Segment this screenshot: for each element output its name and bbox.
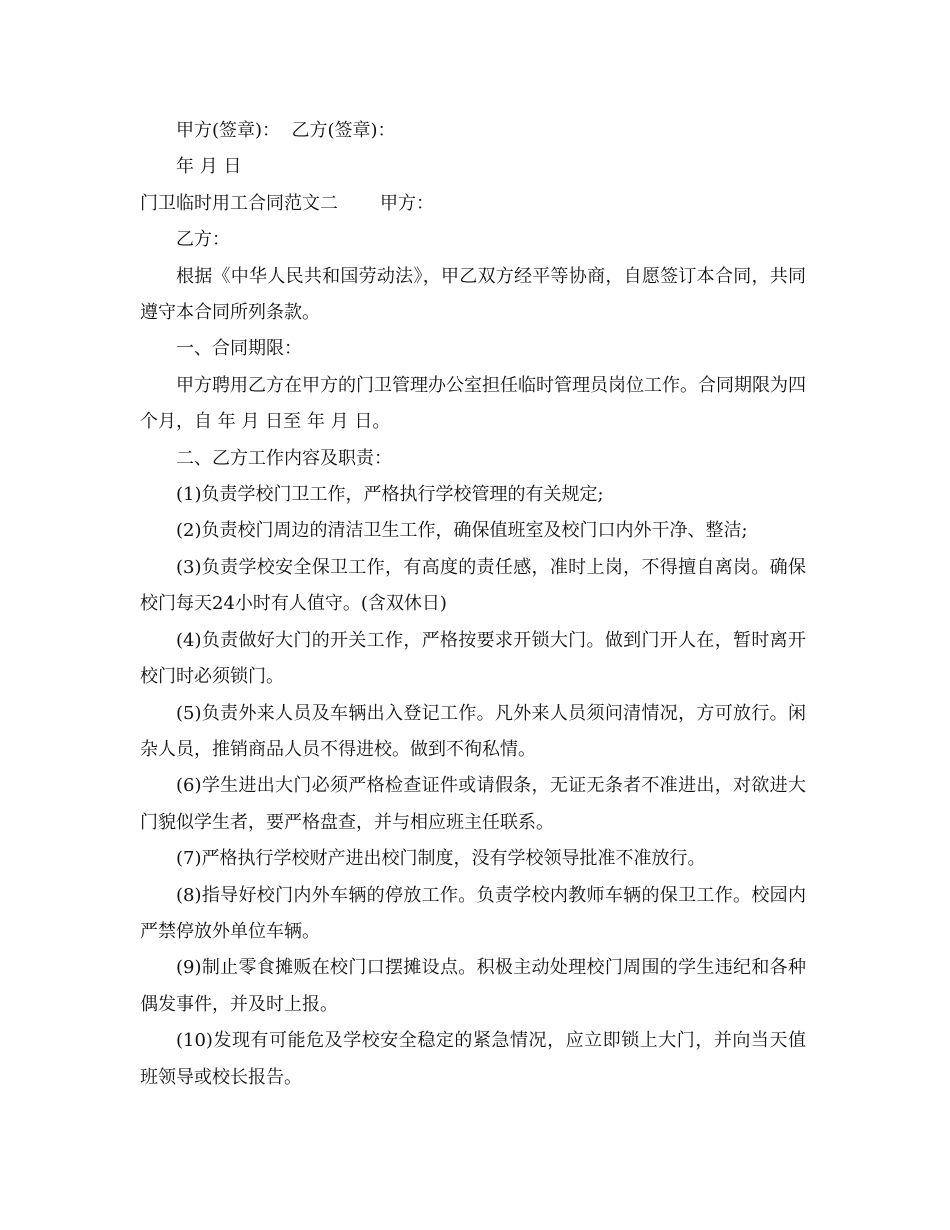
signature-line: 甲方(签章)： 乙方(签章)： xyxy=(176,120,396,141)
duty-item-3: (3)负责学校安全保卫工作，有高度的责任感，准时上岗，不得擅自离岗。确保校门每天24小时有人值守。(含双休日) xyxy=(140,556,806,615)
party-a-label: 甲方： xyxy=(380,192,434,214)
duty-item-6: (6)学生进出大门必须严格检查证件或请假条，无证无条者不准进出，对欲进大门貌似学生者，要严格盘查，并与相应班主任联系。 xyxy=(140,775,806,833)
term-paragraph: 甲方聘用乙方在甲方的门卫管理办公室担任临时管理员岗位工作。合同期限为四个月，自 年 月 日至 年 月 日。 xyxy=(140,374,806,433)
duty-item-7: (7)严格执行学校财产进出校门制度，没有学校领导批准不准放行。 xyxy=(176,848,706,870)
duty-item-2: (2)负责校门周边的清洁卫生工作，确保值班室及校门口内外干净、整洁; xyxy=(176,520,748,542)
document-title: 门卫临时用工合同范文二 xyxy=(140,192,338,214)
section-heading-duties: 二、乙方工作内容及职责： xyxy=(176,447,392,469)
section-heading-term: 一、合同期限： xyxy=(176,338,302,360)
intro-paragraph: 根据《中华人民共和国劳动法》，甲乙双方经平等协商，自愿签订本合同，共同遵守本合同所列条款。 xyxy=(140,265,806,324)
duty-item-9: (9)制止零食摊贩在校门口摆摊设点。积极主动处理校门周围的学生违纪和各种偶发事件，并及时上报。 xyxy=(140,957,806,1015)
party-b-label: 乙方： xyxy=(176,229,230,251)
title-line xyxy=(140,186,806,222)
document-body xyxy=(140,113,806,1096)
duty-item-10: (10)发现有可能危及学校安全稳定的紧急情况，应立即锁上大门，并向当天值班领导或校长报告。 xyxy=(140,1030,806,1088)
duty-item-5: (5)负责外来人员及车辆出入登记工作。凡外来人员须问清情况，方可放行。闲杂人员，推销商品人员不得进校。做到不徇私情。 xyxy=(140,702,806,760)
duty-item-4: (4)负责做好大门的开关工作，严格按要求开锁大门。做到门开人在，暂时离开校门时必须锁门。 xyxy=(140,629,806,688)
date-line: 年 月 日 xyxy=(176,156,242,178)
duty-item-8: (8)指导好校门内外车辆的停放工作。负责学校内教师车辆的保卫工作。校园内严禁停放外单位车辆。 xyxy=(140,884,806,942)
duty-item-1: (1)负责学校门卫工作，严格执行学校管理的有关规定; xyxy=(176,484,604,506)
